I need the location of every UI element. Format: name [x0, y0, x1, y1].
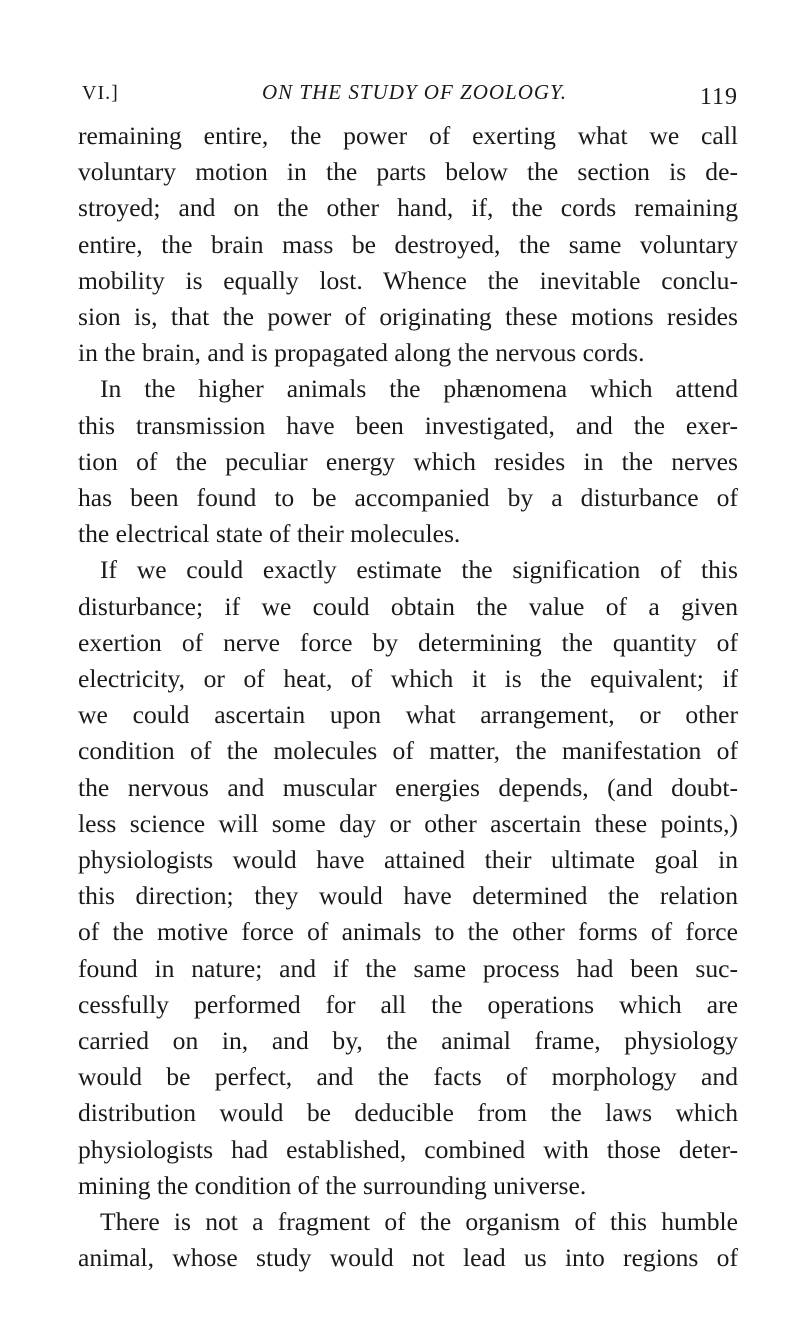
- text-line: this transmission have been investigated, and the exer-: [78, 410, 738, 440]
- text-line: found in nature; and if the same process had been suc-: [78, 953, 738, 983]
- text-line: distribution would be deducible from the laws which: [78, 1098, 738, 1128]
- text-line: disturbance; if we could obtain the value of a given: [78, 591, 738, 621]
- text-line: exertion of nerve force by determining the quantity of: [78, 627, 738, 657]
- text-line: has been found to be accompanied by a disturbance of: [78, 483, 738, 513]
- text-line: sion is, that the power of originating these motions resides: [78, 302, 738, 332]
- paragraph: [78, 371, 738, 552]
- text-line: we could ascertain upon what arrangement, or other: [78, 700, 738, 730]
- text-line: physiologists would have attained their ultimate goal in: [78, 845, 738, 875]
- text-line: the electrical state of their molecules.: [78, 519, 461, 549]
- running-title: ON THE STUDY OF ZOOLOGY.: [262, 80, 568, 104]
- text-line: electricity, or of heat, of which it is the equivalent; if: [78, 664, 738, 694]
- text-line: this direction; they would have determined the relation: [78, 881, 738, 911]
- paragraph: [78, 1204, 738, 1276]
- text-line: tion of the peculiar energy which resides in the nerves: [78, 446, 738, 476]
- text-line: entire, the brain mass be destroyed, the same voluntary: [78, 229, 738, 259]
- text-line: If we could exactly estimate the signification of this: [100, 555, 738, 585]
- book-page: [78, 78, 738, 1277]
- text-line: the nervous and muscular energies depends, (and doubt-: [78, 772, 738, 802]
- running-head: [78, 78, 738, 118]
- text-line: animal, whose study would not lead us into regions of: [78, 1243, 738, 1273]
- text-line: stroyed; and on the other hand, if, the cords remaining: [78, 193, 738, 223]
- text-line: of the motive force of animals to the other forms of force: [78, 917, 738, 947]
- text-line: physiologists had established, combined with those deter-: [78, 1134, 738, 1164]
- text-line: voluntary motion in the parts below the section is de-: [78, 157, 738, 187]
- text-line: mobility is equally lost. Whence the inevitable conclu-: [78, 265, 738, 295]
- text-line: less science will some day or other ascertain these points,): [78, 808, 738, 838]
- paragraph: [78, 552, 738, 1204]
- text-line: condition of the molecules of matter, the manifestation of: [78, 736, 738, 766]
- text-line: In the higher animals the phænomena which attend: [100, 374, 738, 404]
- text-line: cessfully performed for all the operations which are: [78, 989, 738, 1019]
- text-line: carried on in, and by, the animal frame, physiology: [78, 1026, 738, 1056]
- text-line: would be perfect, and the facts of morphology and: [78, 1062, 738, 1092]
- body-text: [78, 118, 738, 1277]
- text-line: mining the condition of the surrounding universe.: [78, 1170, 587, 1200]
- text-line: remaining entire, the power of exerting what we call: [78, 121, 738, 150]
- page-number: 119: [699, 84, 738, 110]
- text-line: in the brain, and is propagated along the nervous cords.: [78, 338, 645, 368]
- paragraph: [78, 118, 738, 371]
- chapter-number: VI.]: [82, 82, 119, 104]
- text-line: There is not a fragment of the organism of this humble: [100, 1207, 738, 1237]
